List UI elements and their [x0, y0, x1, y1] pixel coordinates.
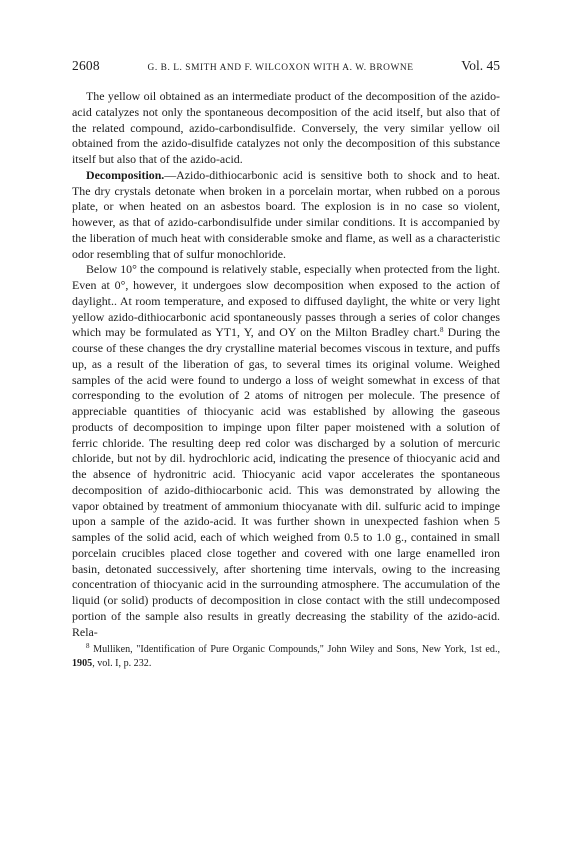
footnote-year: 1905 [72, 657, 93, 669]
paragraph-intro: The yellow oil obtained as an intermediate product of the decomposition of the azido-acid catalyzes not only the spontaneous decomposition of the acid itself, but also that of the related compound, azido-carbondisulfide. Conversely, the very similar yellow oil obtained from the azido-disulfide catalyzes not only the decomposition of this substance itself but also that of the azido-acid. [72, 89, 500, 166]
running-title: G. B. L. SMITH AND F. WILCOXON WITH A. W. BROWNE [147, 63, 414, 73]
running-header [72, 58, 500, 80]
footnote-text-a: Mulliken, "Identification of Pure Organic Compounds," John Wiley and Sons, New York, 1st ed., [89, 644, 500, 656]
paragraph-decomposition [72, 168, 500, 263]
paragraph-stability-text-a: Below 10° the compound is relatively stable, especially when protected from the light. Even at 0°, however, it undergoes slow decomposition when exposed to the action of daylight.. At room temperature, and exposed to diffused daylight, the white or very light yellow azido-dithiocarbonic acid spontaneously passes through a series of color changes which may be formulated as YT1, Y, and OY on the Milton Bradley chart. [72, 262, 500, 340]
footnote-reference: 8 [439, 326, 444, 335]
footnote-text-b: , vol. I, p. 232. [92, 657, 152, 669]
paragraph-decomposition-text: —Azido-dithiocarbonic acid is sensitive both to shock and to heat. The dry crystals detonate when broken in a porcelain mortar, when rubbed on a porous plate, or when heated on an asbestos board. The explosion is in no case so violent, however, as that of azido-carbondisulfide under similar conditions. It is accompanied by the liberation of much heat with considerable smoke and flame, as well as a characteristic odor resembling that of sulfur monochloride. [72, 167, 500, 261]
page-content [72, 58, 500, 670]
paragraph-stability [72, 262, 500, 640]
footnote [72, 643, 500, 670]
footnote-marker: 8 [86, 642, 90, 651]
paragraph-stability-text-b: During the course of these changes the dry crystalline material becomes viscous in texture, and puffs up, as a result of the liberation of gas, to several times its original volume. Weighed samples of the acid were found to undergo a loss of weight somewhat in excess of that corresponding to the evolution of 2 atoms of nitrogen per molecule. The presence of appreciable quantities of thiocyanic acid was established by allowing the gaseous products of decomposition to impinge upon filter paper moistened with a solution of ferric chloride. The resulting deep red color was discharged by a solution of mercuric chloride, but not by dil. hydrochloric acid, indicating the presence of thiocyanic acid and the absence of hydronitric acid. Thiocyanic acid vapor accelerates the spontaneous decomposition of azido-dithiocarbonic acid. This was demonstrated by allowing the vapor obtained by treatment of ammonium thiocyanate with dil. sulfuric acid to impinge upon a sample of the azido-acid. It was further shown in unexpected fashion when 5 samples of the solid acid, each of which weighed from 0.5 to 1.0 g., contained in small porcelain crucibles placed close together and covered with one large enamelled iron basin, detonated successively, after shortening time intervals, owing to the increasing concentration of thiocyanic acid in the surrounding atmosphere. The accumulation of the liquid (or solid) products of decomposition in close contact with the still undecomposed portion of the sample also results in greatly decreasing the stability of the azido-acid. Rela- [72, 325, 500, 639]
page-number: 2608 [72, 58, 100, 73]
section-heading: Decomposition. [86, 167, 165, 182]
volume-label: Vol. 45 [461, 58, 500, 73]
